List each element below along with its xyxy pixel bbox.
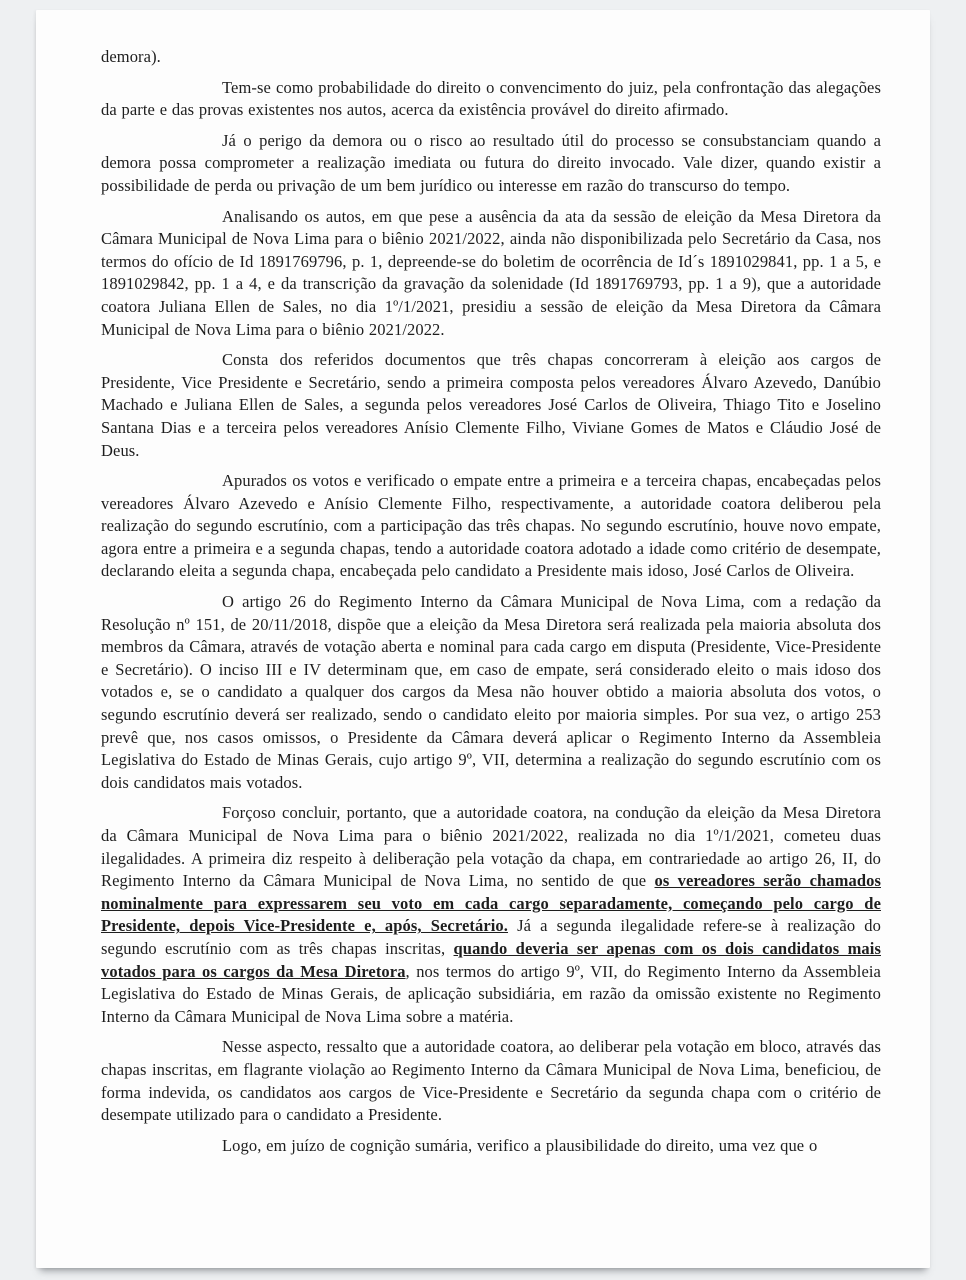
paragraph-text: Já o perigo da demora ou o risco ao resultado útil do processo se consubstanciam quando a demora possa comprometer a realização imediata ou futura do direito invocado. Vale dizer, quando existir a possibilidade de perda ou privação de um bem jurídico ou interesse em razão do transcurso do tempo.: [101, 130, 881, 195]
paragraph-continuation: [101, 46, 881, 69]
document-body: [101, 46, 881, 1165]
emphasis-bold-underline: quando deveria ser apenas com os dois candidatos mais votados para os cargos da Mesa Diretora: [101, 938, 881, 981]
paragraph-text: demora).: [101, 47, 161, 66]
paragraph: [101, 130, 881, 198]
paragraph-text: Tem-se como probabilidade do direito o convencimento do juiz, pela confrontação das alegações da parte e das provas existentes nos autos, acerca da existência provável do direito afirmado.: [101, 77, 881, 120]
paragraph: [101, 470, 881, 583]
paragraph-text: O artigo 26 do Regimento Interno da Câmara Municipal de Nova Lima, com a redação da Resolução nº 151, de 20/11/2018, dispõe que a eleição da Mesa Diretora será realizada pela maioria absoluta dos membros da Câmara, através de votação aberta e nominal para cada cargo em disputa (Presidente, Vice-Presidente e Secretário). O inciso III e IV determinam que, em caso de empate, será considerado eleito o mais idoso dos votados e, se o candidato a qualquer dos cargos da Mesa não houver obtido a maioria absoluta dos votos, o segundo escrutínio deverá ser realizado, sendo o candidato eleito por maioria simples. Por sua vez, o artigo 253 prevê que, nos casos omissos, o Presidente da Câmara deverá aplicar o Regimento Interno da Assembleia Legislativa do Estado de Minas Gerais, cujo artigo 9º, VII, determina a realização do segundo escrutínio com os dois candidatos mais votados.: [101, 592, 881, 792]
paragraph-text: , nos termos do artigo 9º, VII, do Regimento Interno da Assembleia Legislativa do Estado de Minas Gerais, de aplicação subsidiária, em razão da omissão existente no Regimento Interno da Câmara Municipal de Nova Lima sobre a matéria.: [101, 961, 881, 1026]
emphasis-bold-underline: os vereadores serão chamados nominalmente para expressarem seu voto em cada cargo separadamente, começando pelo cargo de Presidente, depois Vice-Presidente e, após, Secretário.: [101, 871, 881, 936]
paragraph-text: Consta dos referidos documentos que três chapas concorreram à eleição aos cargos de Presidente, Vice Presidente e Secretário, sendo a primeira composta pelos vereadores Álvaro Azevedo, Danúbio Machado e Juliana Ellen de Sales, a segunda pelos vereadores José Carlos de Oliveira, Thiago Tito e Joselino Santana Dias e a terceira pelos vereadores Anísio Clemente Filho, Viviane Gomes de Matos e Cláudio José de Deus.: [101, 350, 881, 460]
paragraph: [101, 349, 881, 462]
paragraph: [101, 1135, 881, 1158]
paragraph: [101, 206, 881, 342]
paragraph-text: Analisando os autos, em que pese a ausência da ata da sessão de eleição da Mesa Diretora da Câmara Municipal de Nova Lima para o biênio 2021/2022, ainda não disponibilizada pelo Secretário da Casa, nos termos do ofício de Id 1891769796, p. 1, depreende-se do boletim de ocorrência de Id´s 1891029841, pp. 1 a 5, e 1891029842, pp. 1 a 4, e da transcrição da gravação da solenidade (Id 1891769793, pp. 1 a 9), que a autoridade coatora Juliana Ellen de Sales, no dia 1º/1/2021, presidiu a sessão de eleição da Mesa Diretora da Câmara Municipal de Nova Lima para o biênio 2021/2022.: [101, 206, 881, 339]
paragraph-with-emphasis: [101, 802, 881, 1028]
document-page: [36, 10, 930, 1268]
paragraph-text: Apurados os votos e verificado o empate entre a primeira e a terceira chapas, encabeçadas pelos vereadores Álvaro Azevedo e Anísio Clemente Filho, respectivamente, a autoridade coatora deliberou pela realização do segundo escrutínio, com a participação das três chapas. No segundo escrutínio, houve novo empate, agora entre a primeira e a segunda chapas, tendo a autoridade coatora adotado a idade como critério de desempate, declarando eleita a segunda chapa, encabeçada pelo candidato a Presidente mais idoso, José Carlos de Oliveira.: [101, 471, 881, 581]
paragraph-text: Nesse aspecto, ressalto que a autoridade coatora, ao deliberar pela votação em bloco, através das chapas inscritas, em flagrante violação ao Regimento Interno da Câmara Municipal de Nova Lima, beneficiou, de forma indevida, os candidatos aos cargos de Vice-Presidente e Secretário da segunda chapa com o critério de desempate utilizado para o candidato a Presidente.: [101, 1037, 881, 1125]
paragraph: [101, 77, 881, 122]
paragraph-text: Forçoso concluir, portanto, que a autoridade coatora, na condução da eleição da Mesa Diretora da Câmara Municipal de Nova Lima para o biênio 2021/2022, realizada no dia 1º/1/2021, cometeu duas ilegalidades. A primeira diz respeito à deliberação pela votação da chapa, em contrariedade ao artigo 26, II, do Regimento Interno da Câmara Municipal de Nova Lima, no sentido de que: [101, 803, 881, 891]
paragraph-text: Já a segunda ilegalidade refere-se à realização do segundo escrutínio com as três chapas inscritas,: [101, 916, 881, 958]
paragraph: [101, 1036, 881, 1126]
paragraph-text: Logo, em juízo de cognição sumária, verifico a plausibilidade do direito, uma vez que o: [222, 1135, 818, 1155]
paragraph: [101, 591, 881, 794]
